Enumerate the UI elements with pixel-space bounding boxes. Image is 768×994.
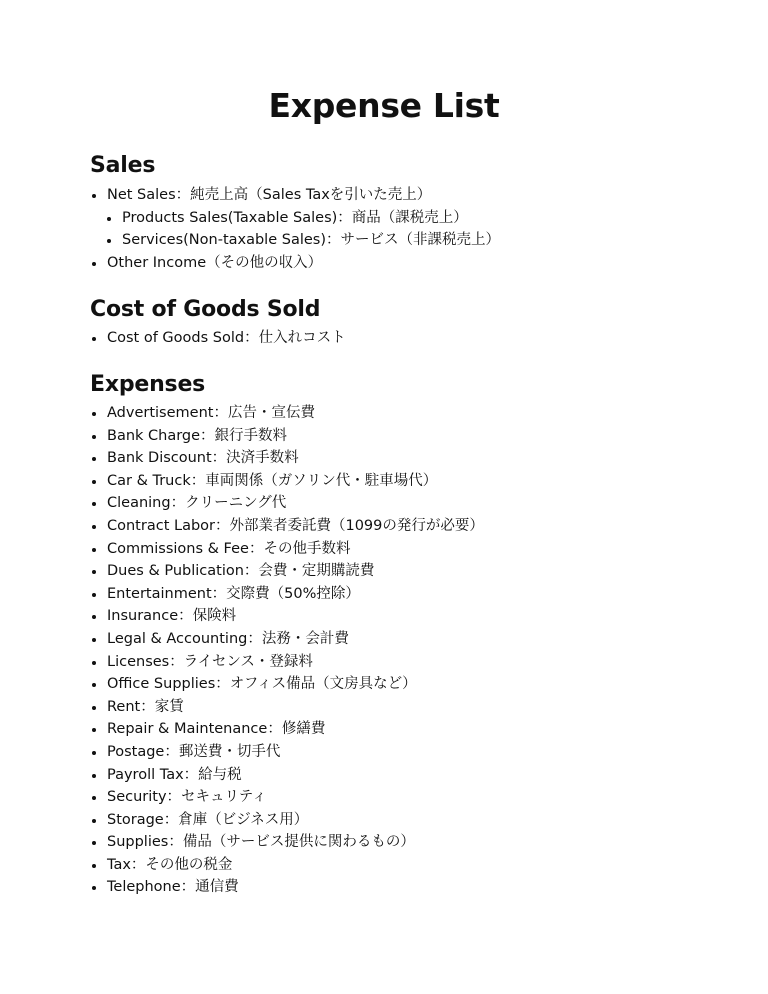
sales-list: [90, 184, 500, 274]
list-item: Car & Truck：車両関係（ガソリン代・駐車場代）: [90, 470, 484, 493]
list-item-sub: Products Sales(Taxable Sales)：商品（課税売上）: [90, 207, 500, 230]
list-item: Office Supplies：オフィス備品（文房具など）: [90, 673, 484, 696]
list-item: Bank Charge：銀行手数料: [90, 425, 484, 448]
list-item: Tax：その他の税金: [90, 854, 484, 877]
list-item: Cleaning：クリーニング代: [90, 492, 484, 515]
list-item: Insurance：保険料: [90, 605, 484, 628]
list-item: Storage：倉庫（ビジネス用）: [90, 809, 484, 832]
list-item: Legal & Accounting：法務・会計費: [90, 628, 484, 651]
list-item: Repair & Maintenance：修繕費: [90, 718, 484, 741]
list-item: Payroll Tax：給与税: [90, 764, 484, 787]
list-item: Entertainment：交際費（50%控除）: [90, 583, 484, 606]
list-item: Supplies：備品（サービス提供に関わるもの）: [90, 831, 484, 854]
section-heading-expenses: Expenses: [90, 372, 206, 397]
list-item-sub: Services(Non-taxable Sales)：サービス（非課税売上）: [90, 229, 500, 252]
list-item: Cost of Goods Sold：仕入れコスト: [90, 327, 346, 350]
list-item: Telephone：通信費: [90, 876, 484, 899]
expenses-list: [90, 402, 484, 899]
section-heading-cost-of-goods-sold: Cost of Goods Sold: [90, 297, 321, 322]
list-item: Commissions & Fee：その他手数料: [90, 538, 484, 561]
list-item: Security：セキュリティ: [90, 786, 484, 809]
list-item: Licenses：ライセンス・登録料: [90, 651, 484, 674]
cogs-list: [90, 327, 346, 350]
page-title: Expense List: [268, 86, 500, 125]
list-item: Contract Labor：外部業者委託費（1099の発行が必要）: [90, 515, 484, 538]
list-item: Rent：家賃: [90, 696, 484, 719]
list-item: Bank Discount：決済手数料: [90, 447, 484, 470]
list-item: Other Income（その他の収入）: [90, 252, 500, 275]
list-item: Postage：郵送費・切手代: [90, 741, 484, 764]
list-item: Advertisement：広告・宣伝費: [90, 402, 484, 425]
section-heading-sales: Sales: [90, 153, 156, 178]
list-item: Dues & Publication：会費・定期購読費: [90, 560, 484, 583]
list-item: Net Sales：純売上高（Sales Taxを引いた売上）: [90, 184, 500, 207]
